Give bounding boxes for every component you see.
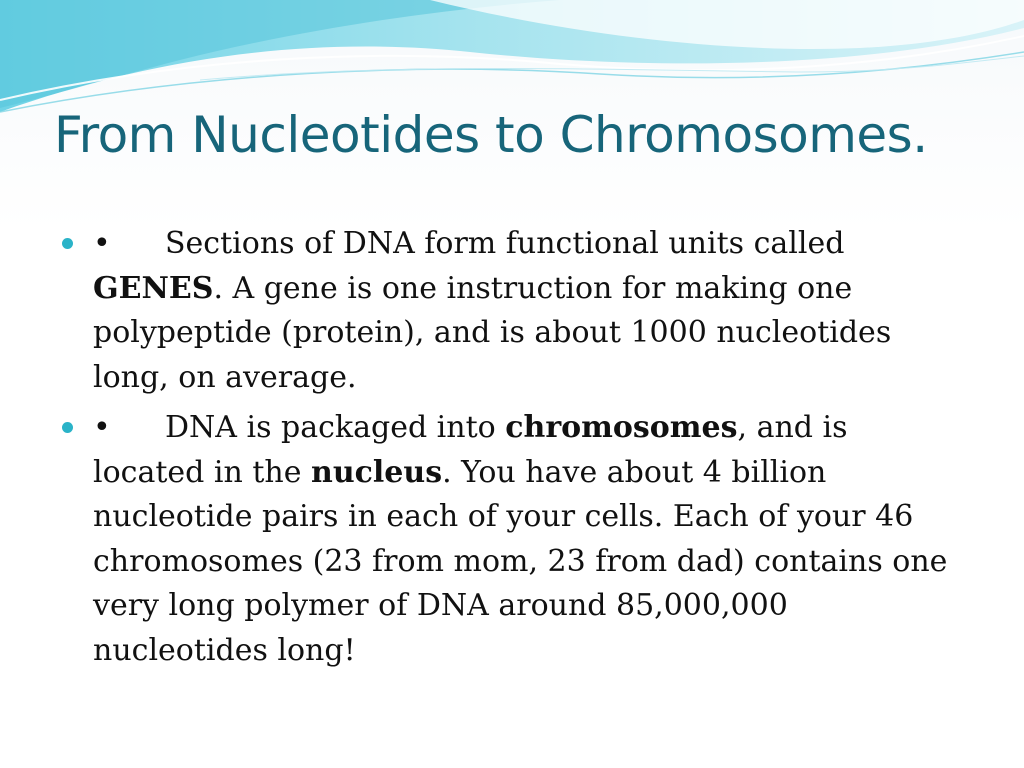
bullet-bold-term: GENES <box>93 270 214 306</box>
bullet-dot-icon <box>62 238 73 249</box>
bullet-text: , and is located in the <box>93 410 848 490</box>
bullet-bold-term: chromosomes <box>505 410 738 445</box>
slide-title: From Nucleotides to Chromosomes. <box>54 106 928 164</box>
inner-bullet-marker: • <box>93 410 111 445</box>
bullet-text: . You have about 4 billion nucleotide pairs in each of your cells. Each of your 46 chromosomes (23 from mom, 23 from dad) contains one very long polymer of DNA around 85,000,000 nucleotides long! <box>93 454 948 668</box>
inner-bullet-marker: • <box>93 226 111 261</box>
bullet-text: . A gene is one instruction for making one polypeptide (protein), and is about 1000 nucleotides long, on average. <box>93 270 892 395</box>
bullet-text: DNA is packaged into <box>165 410 506 445</box>
bullet-bold-term: nucleus <box>311 454 443 490</box>
bullet-dot-icon <box>62 422 73 433</box>
bullet-list <box>62 222 962 679</box>
bullet-item <box>62 222 962 400</box>
bullet-text: Sections of DNA form functional units called <box>165 226 845 261</box>
bullet-item <box>62 406 962 673</box>
